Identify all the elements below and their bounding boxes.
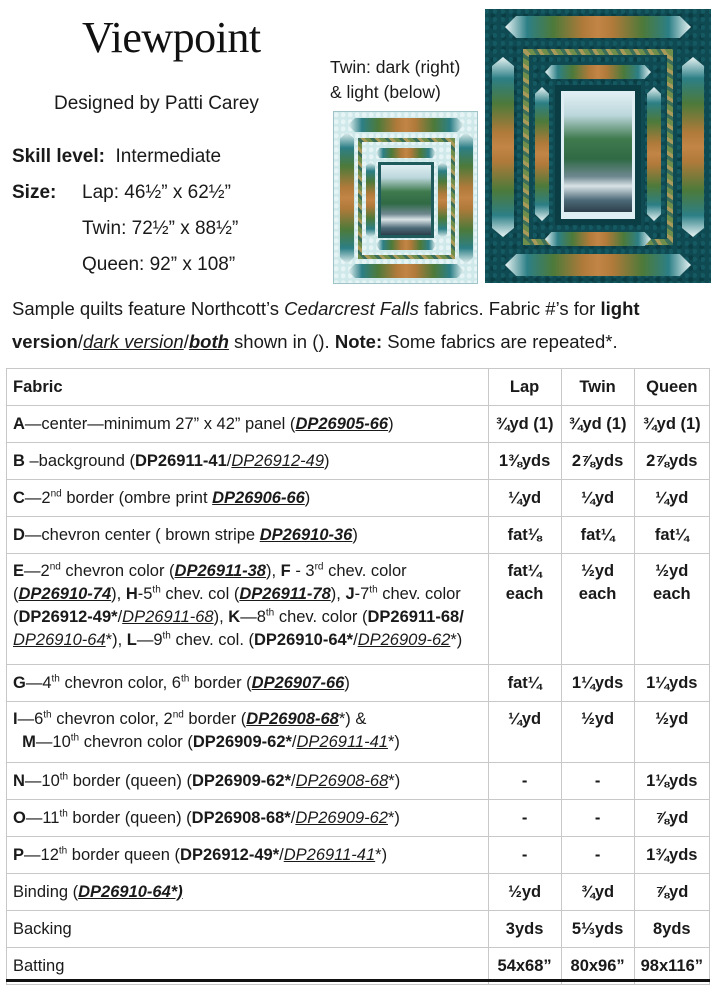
qty-queen: ⅞yd [634, 800, 709, 837]
qty-twin: - [561, 800, 634, 837]
qty-twin: ¾yd [561, 874, 634, 911]
fabric-letter: N [13, 771, 25, 790]
qty-lap: - [488, 763, 561, 800]
fabric-letter: L [126, 631, 137, 649]
fabric-letter: I [13, 710, 18, 728]
fabric-letter: A [13, 414, 25, 433]
ordinal-suffix: th [59, 771, 69, 782]
fabric-code-dark: DP26911-68 [122, 608, 214, 626]
table-row [7, 837, 710, 874]
qty-queen: 1¼yds [634, 665, 709, 702]
fabric-desc: border queen ( [67, 845, 181, 864]
fabric-desc: chev. col ( [160, 585, 240, 603]
fabric-d [7, 517, 489, 554]
qty-queen: 1¾yds [634, 837, 709, 874]
legend-light: light [600, 298, 640, 319]
fabric-desc: ) [352, 525, 358, 544]
ordinal-suffix: nd [49, 561, 61, 573]
fabric-letter: F [280, 562, 291, 580]
fabric-letter: K [228, 608, 241, 626]
fabric-n [7, 763, 489, 800]
fabric-code: DP26910-36 [259, 525, 353, 544]
legend-light-tail: version [12, 331, 78, 352]
fabric-desc: -5 [137, 585, 153, 603]
separator: / [291, 771, 296, 790]
fabric-desc: —11 [25, 808, 60, 827]
separator: / [290, 808, 296, 827]
size-lap: Lap: 46½” x 62½” [82, 182, 231, 203]
qty-queen: 1⅛yds [634, 763, 709, 800]
fabric-desc: ), [265, 562, 281, 580]
qty-twin: 80x96” [561, 948, 634, 985]
fabric-desc: *), [105, 631, 127, 649]
qty-twin: 2⅞yds [561, 443, 634, 480]
fabric-b [7, 443, 489, 480]
fabric-code: DP26907-66 [251, 673, 345, 692]
skill-value: Intermediate [115, 146, 222, 167]
row-label: Binding ( [13, 882, 79, 901]
qty-lap: 1⅜yds [488, 443, 561, 480]
table-row [7, 763, 710, 800]
fabric-desc: —chevron center ( brown stripe [24, 525, 260, 544]
fabric-desc: ), [213, 608, 229, 626]
qty-lap: ¼yd [488, 480, 561, 517]
ordinal-suffix: th [58, 845, 68, 856]
caption-line-1: Twin: dark (right) [330, 57, 461, 77]
fabric-desc: *) [375, 845, 388, 864]
size-label: Size: [12, 182, 57, 203]
table-row [7, 517, 710, 554]
fabric-code: DP26905-66 [295, 414, 389, 433]
ordinal-suffix: nd [50, 488, 62, 499]
size-queen: Queen: 92” x 108” [82, 254, 236, 275]
fabric-a [7, 406, 489, 443]
ordinal-suffix: th [152, 584, 161, 596]
intro-text: shown in (). [228, 331, 335, 352]
fabric-code: DP26910-64*) [78, 882, 183, 901]
table-row [7, 702, 710, 763]
fabric-o [7, 800, 489, 837]
twin-light-quilt-image [333, 111, 478, 284]
qty-twin: ¾yd (1) [561, 406, 634, 443]
fabric-code-dark: DP26909-62 [295, 808, 388, 827]
qty-lap: 3yds [488, 911, 561, 948]
fabric-p [7, 837, 489, 874]
pattern-title: Viewpoint [82, 13, 261, 62]
fabric-code-light: DP26911-68/ [367, 608, 464, 626]
qty-twin: 1¼yds [561, 665, 634, 702]
table-row [7, 874, 710, 911]
intro-paragraph [12, 292, 712, 358]
qty-lap: fat¼ [488, 665, 561, 702]
fabric-code: DP26911-38 [174, 562, 266, 580]
fabric-desc: ) [388, 414, 394, 433]
fabric-desc: border (queen) ( [68, 771, 192, 790]
qty-twin: 5⅓yds [561, 911, 634, 948]
fabric-letter: P [13, 845, 25, 864]
qty-twin: fat¼ [561, 517, 634, 554]
fabric-desc: –background ( [29, 451, 135, 470]
table-row [7, 443, 710, 480]
fabric-letter: D [13, 525, 25, 544]
table-row [7, 800, 710, 837]
fabric-i-m [7, 702, 489, 763]
fabric-code-dark: DP26909-62 [357, 631, 451, 649]
fabric-desc: —2 [24, 488, 51, 507]
fabric-code-light: DP26912-49* [18, 608, 118, 626]
table-header-row [7, 369, 710, 406]
fabric-code-dark: DP26910-64 [13, 631, 106, 649]
fabric-desc: ) [324, 451, 330, 470]
qty-lap: ½yd [488, 874, 561, 911]
fabric-desc: —4 [25, 673, 52, 692]
fabric-letter: M [22, 733, 36, 751]
fabric-code: DP26908-68 [246, 710, 339, 728]
separator: / [291, 733, 297, 751]
fabric-letter: J [345, 585, 355, 603]
fabric-letter: E [13, 562, 25, 580]
ordinal-suffix: th [51, 673, 60, 684]
table-row [7, 480, 710, 517]
fabric-code-dark: DP26911-41 [296, 733, 388, 751]
qty-queen: 8yds [634, 911, 709, 948]
table-row [7, 554, 710, 665]
qty-twin: ½yd each [561, 554, 634, 665]
fabric-code-light: DP26908-68* [191, 808, 291, 827]
fabric-code-dark: DP26912-49 [231, 451, 324, 470]
fabric-desc: —6 [17, 710, 44, 728]
separator: / [279, 845, 284, 864]
qty-lap: 54x68” [488, 948, 561, 985]
fabric-code-dark: DP26908-68 [295, 771, 389, 790]
table-row [7, 406, 710, 443]
fabric-desc: border (queen) ( [67, 808, 192, 827]
fabric-desc: chev. color ( [13, 562, 407, 603]
fabric-code-light: DP26911-41 [135, 451, 227, 470]
fabric-desc: —12 [24, 845, 59, 864]
fabric-requirements-table [6, 368, 710, 985]
fabric-desc: - 3 [290, 562, 315, 580]
size-twin: Twin: 72½” x 88½” [82, 218, 239, 239]
fabric-code-light: DP26912-49* [180, 845, 280, 864]
qty-lap: - [488, 800, 561, 837]
fabric-desc: chevron color ( [60, 562, 175, 580]
fabric-desc: chev. color ( [274, 608, 368, 626]
ordinal-suffix: th [162, 630, 171, 642]
fabric-letter: B [13, 451, 30, 470]
fabric-code: DP26910-74 [18, 585, 112, 603]
ordinal-suffix: th [369, 584, 378, 596]
qty-queen: 2⅞yds [634, 443, 709, 480]
header-twin: Twin [561, 369, 634, 406]
qty-queen: ¾yd (1) [634, 406, 709, 443]
fabric-code-light: DP26910-64* [254, 631, 354, 649]
fabric-desc: —9 [136, 631, 163, 649]
qty-queen: 98x116” [634, 948, 709, 985]
qty-lap: - [488, 837, 561, 874]
fabric-desc: chev. color ( [13, 585, 461, 626]
separator: / [226, 451, 232, 470]
fabric-desc: ), [330, 585, 346, 603]
image-caption [330, 55, 460, 105]
qty-queen: ½yd each [634, 554, 709, 665]
qty-lap: ¼yd [488, 702, 561, 763]
fabric-g [7, 665, 489, 702]
fabric-desc: —center—minimum 27” x 42” panel ( [24, 414, 296, 433]
fabric-desc: ) [344, 673, 350, 692]
fabric-code: DP26906-66 [212, 488, 305, 507]
separator: / [353, 631, 358, 649]
qty-lap: fat⅛ [488, 517, 561, 554]
fabric-desc: border ( [189, 673, 252, 692]
legend-both: both [188, 331, 229, 352]
ordinal-suffix: nd [172, 709, 184, 721]
fabric-desc: ), [111, 585, 126, 603]
batting: Batting [7, 948, 489, 985]
intro-text: Sample quilts feature Northcott’s [12, 298, 285, 319]
fabric-e-f-h-j-k-l [7, 554, 489, 665]
note-text: Some fabrics are repeated*. [382, 331, 618, 352]
qty-twin: ½yd [561, 702, 634, 763]
fabric-code-dark: DP26911-41 [283, 845, 376, 864]
binding [7, 874, 489, 911]
skill-level [12, 146, 221, 168]
fabric-code-light: DP26909-62* [191, 771, 292, 790]
fabric-code: DP26911-78 [239, 585, 331, 603]
fabric-line-name: Cedarcrest Falls [284, 298, 419, 319]
qty-lap: fat¼ each [488, 554, 561, 665]
header-fabric: Fabric [7, 369, 489, 406]
qty-twin: ¼yd [561, 480, 634, 517]
backing: Backing [7, 911, 489, 948]
header-lap: Lap [488, 369, 561, 406]
designer-credit: Designed by Patti Carey [54, 93, 259, 114]
fabric-desc: chevron color, 6 [59, 673, 181, 692]
fabric-desc: ) [304, 488, 311, 507]
ordinal-suffix: th [70, 732, 80, 744]
fabric-letter: G [13, 673, 26, 692]
fabric-desc: chevron color ( [79, 733, 193, 751]
qty-queen: ½yd [634, 702, 709, 763]
caption-line-2: & light (below) [330, 82, 441, 102]
separator: / [117, 608, 123, 626]
header-queen: Queen [634, 369, 709, 406]
qty-lap: ¾yd (1) [488, 406, 561, 443]
qty-queen: ¼yd [634, 480, 709, 517]
ordinal-suffix: rd [314, 561, 324, 573]
fabric-desc: *) [387, 733, 400, 751]
skill-label: Skill level: [12, 146, 105, 167]
fabric-desc: *) [387, 808, 400, 827]
intro-text: fabrics. Fabric #’s for [418, 298, 601, 319]
fabric-desc: border ( [183, 710, 247, 728]
table-row [7, 665, 710, 702]
fabric-desc: chevron color, 2 [51, 710, 173, 728]
fabric-desc: —2 [24, 562, 50, 580]
qty-queen: ⅞yd [634, 874, 709, 911]
ordinal-suffix: th [43, 709, 52, 721]
fabric-desc: —10 [35, 733, 71, 751]
ordinal-suffix: th [265, 607, 275, 619]
fabric-desc: —8 [240, 608, 266, 626]
separator: / [183, 331, 189, 352]
note-label: Note: [334, 331, 383, 352]
fabric-desc: *) [450, 631, 463, 649]
fabric-c [7, 480, 489, 517]
fabric-letter: H [125, 585, 138, 603]
table-row [7, 911, 710, 948]
ordinal-suffix: th [180, 673, 190, 684]
fabric-desc: —10 [24, 771, 60, 790]
fabric-desc: *) [388, 771, 401, 790]
fabric-desc: chev. col. ( [170, 631, 255, 649]
qty-twin: - [561, 837, 634, 874]
bottom-divider [6, 979, 710, 982]
separator: / [77, 331, 83, 352]
qty-twin: - [561, 763, 634, 800]
twin-dark-quilt-image [485, 9, 711, 283]
fabric-code-light: DP26909-62* [192, 733, 292, 751]
fabric-desc: *) & [338, 710, 367, 728]
qty-queen: fat¼ [634, 517, 709, 554]
ordinal-suffix: th [59, 808, 68, 819]
legend-dark: dark version [82, 331, 184, 352]
fabric-letter: O [13, 808, 26, 827]
fabric-desc: -7 [354, 585, 370, 603]
fabric-desc: border (ombre print [61, 488, 213, 507]
fabric-letter: C [13, 488, 25, 507]
